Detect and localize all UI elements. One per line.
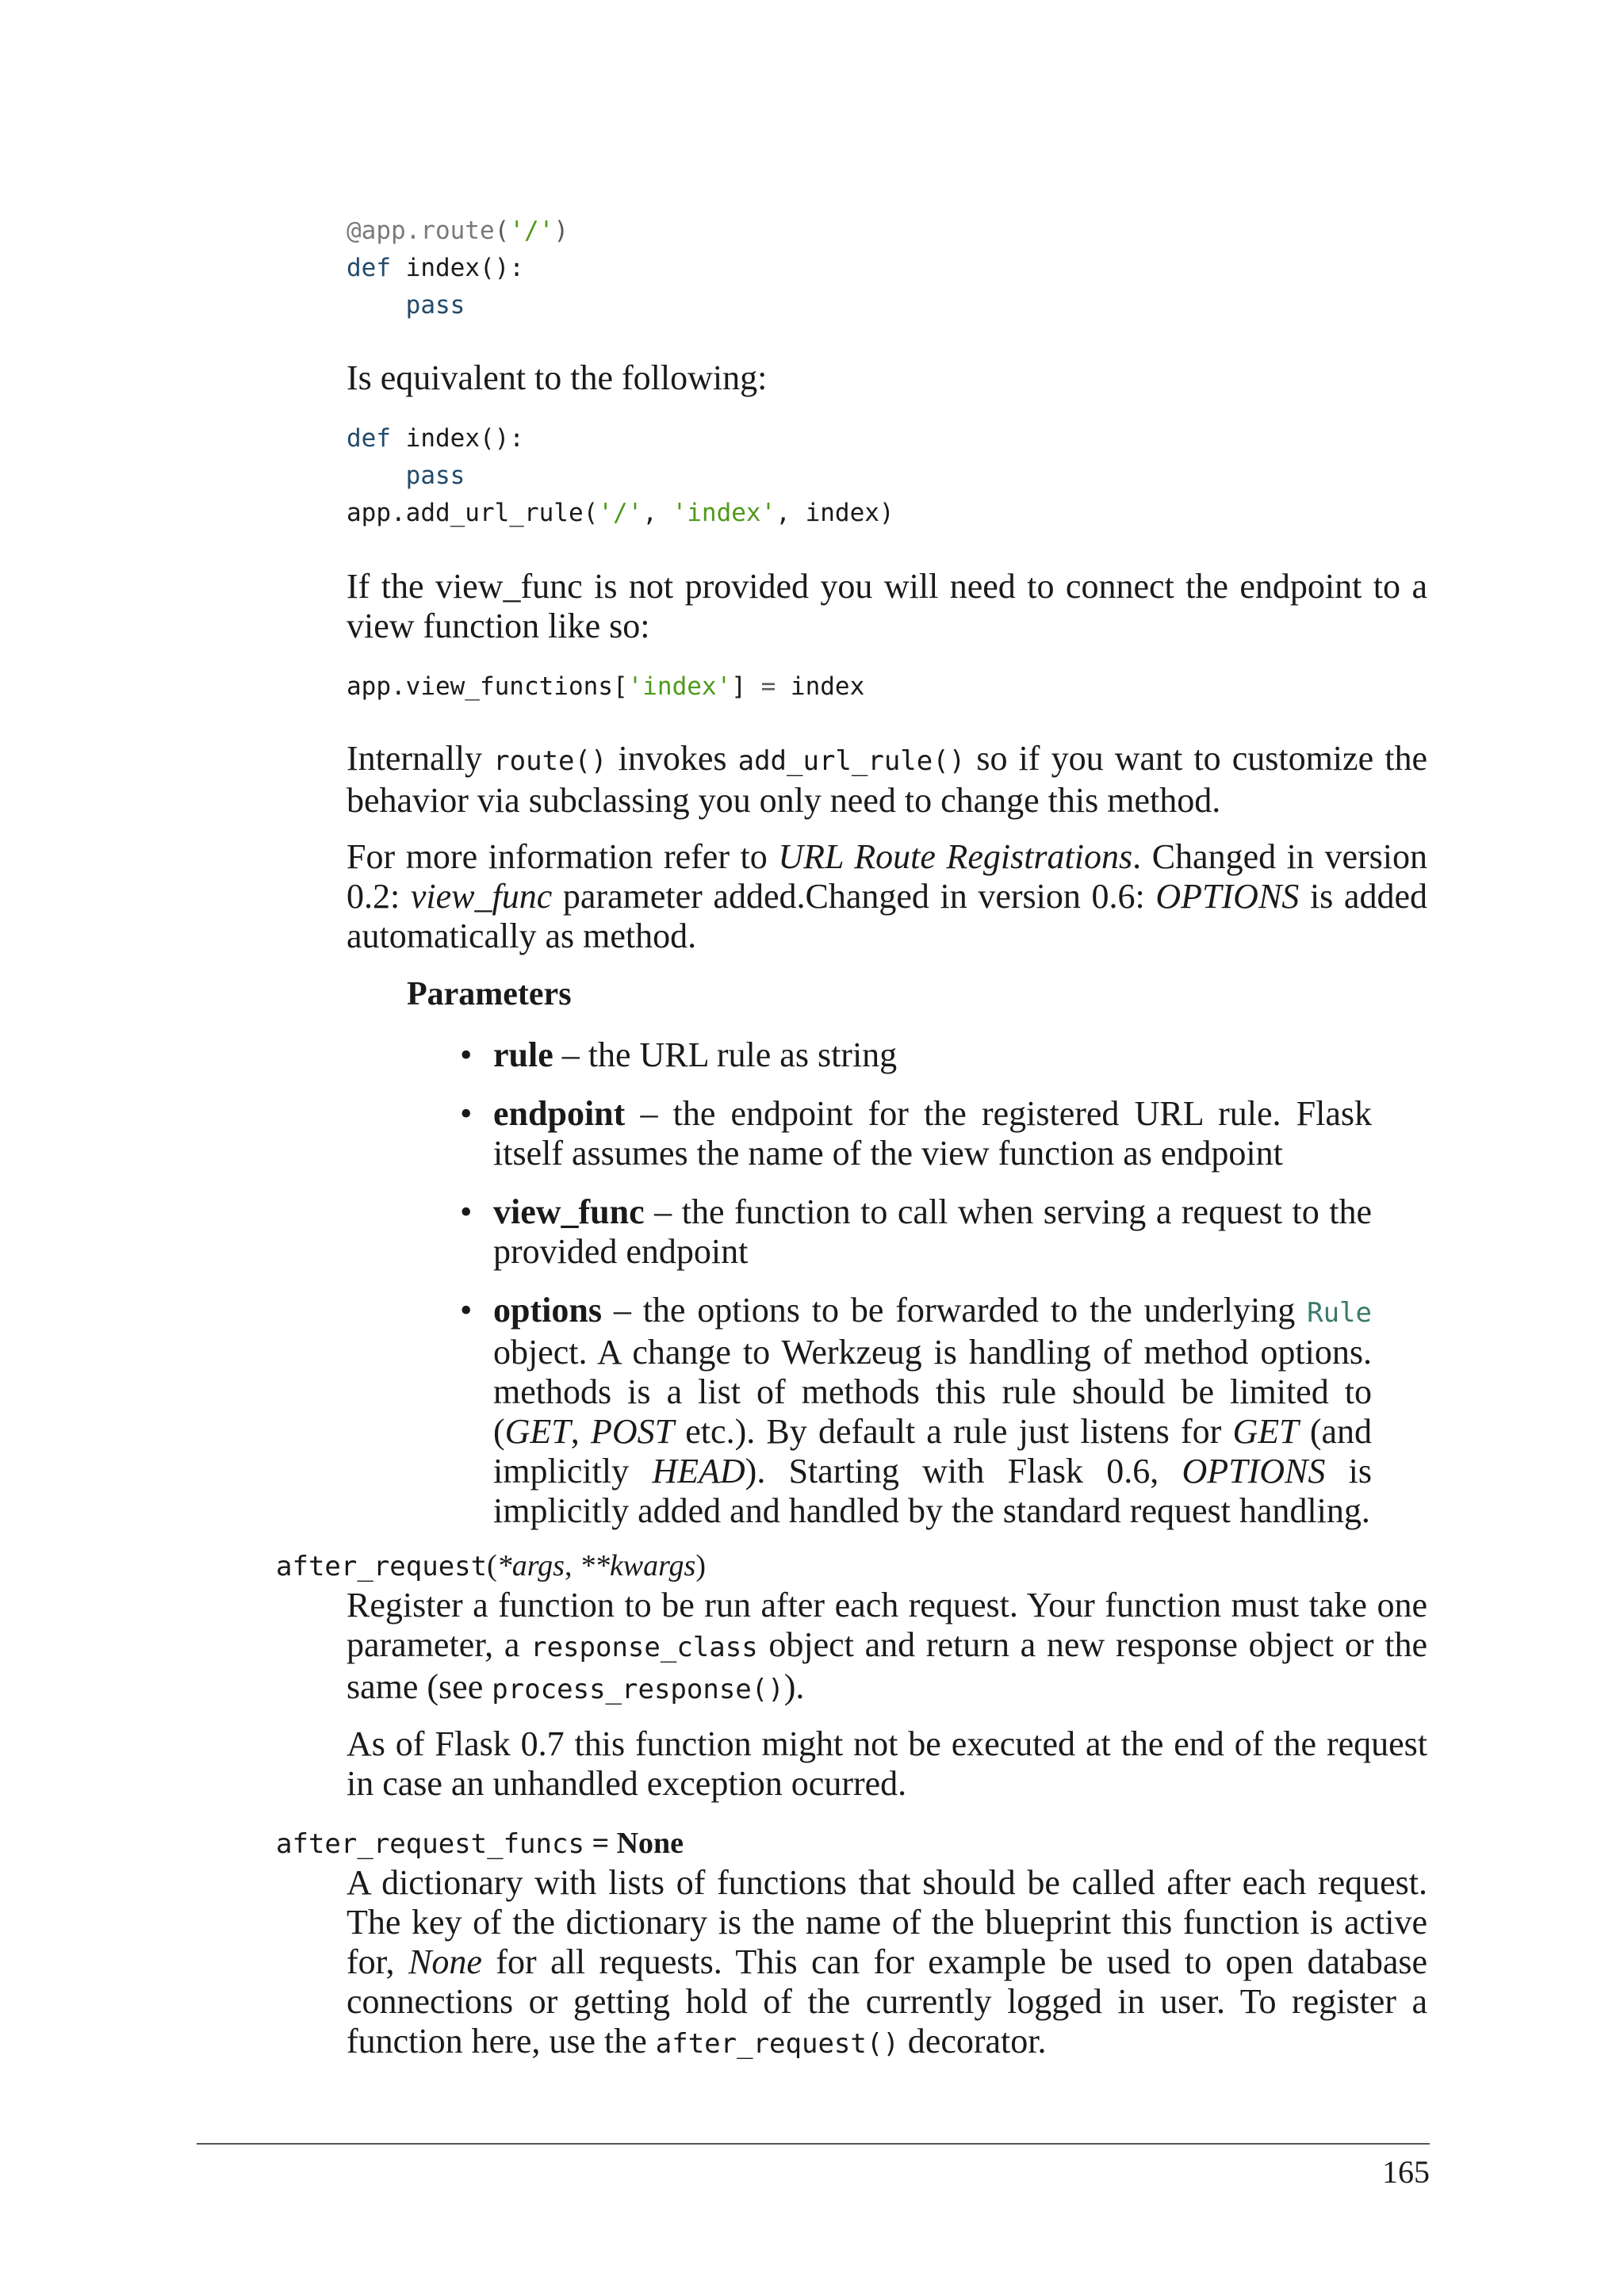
method-name: after_request	[276, 1551, 488, 1582]
param-name: options	[493, 1291, 602, 1330]
link-url-route-registrations[interactable]: URL Route Registrations	[778, 837, 1133, 876]
code-string: 'index'	[672, 499, 776, 527]
signature-after-request: after_request(*args, **kwargs)	[276, 1549, 706, 1582]
paragraph-view-func: If the view_func is not provided you will need to connect the endpoint to a view function like so:	[347, 567, 1427, 645]
bullet-icon: •	[460, 1094, 473, 1133]
param-item-options: • options – the options to be forwarded to the underlying Rule object. A change to Werkzeug is handling of method options. methods is a list of methods this rule should be limited to (GET, POST etc.). By default a rule just listens for GET (and implicitly HEAD). Starting with Flask 0.6, OPTIONS is implicitly added and handled by the standard request handling.	[460, 1291, 1372, 1530]
inline-code-after-request: after_request()	[655, 2028, 899, 2060]
param-name: rule	[493, 1035, 553, 1074]
param-item-endpoint: • endpoint – the endpoint for the registered URL rule. Flask itself assumes the name of the view function as endpoint	[460, 1094, 1372, 1173]
paragraph-more-info: For more information refer to URL Route Registrations. Changed in version 0.2: view_func parameter added.Changed in version 0.6: OPTIONS is added automatically as method.	[347, 837, 1427, 955]
after-request-note: As of Flask 0.7 this function might not be executed at the end of the request in case an unhandled exception ocurred.	[347, 1724, 1427, 1803]
code-block-view-functions: app.view_functions['index'] = index	[347, 672, 865, 701]
paragraph-equivalent: Is equivalent to the following:	[347, 358, 768, 397]
code-block-route: @app.route('/') def index(): pass	[347, 216, 569, 320]
code-keyword-def: def	[347, 424, 391, 453]
inline-code-response-class: response_class	[530, 1632, 758, 1663]
code-decorator: @app.route	[347, 216, 495, 245]
code-string: 'index'	[627, 672, 732, 701]
parameters-heading: Parameters	[407, 976, 572, 1012]
signature-after-request-funcs: after_request_funcs = None	[276, 1827, 684, 1860]
bullet-icon: •	[460, 1035, 473, 1074]
code-func-sig: index():	[391, 424, 524, 453]
code-keyword-pass: pass	[405, 461, 465, 490]
inline-code-process-response: process_response()	[492, 1674, 784, 1705]
inline-code-add-url-rule: add_url_rule()	[737, 745, 966, 777]
inline-code-route: route()	[493, 745, 607, 777]
bullet-icon: •	[460, 1192, 473, 1231]
attribute-name: after_request_funcs	[276, 1828, 584, 1860]
paragraph-internally: Internally route() invokes add_url_rule() so if you want to customize the behavior via subclassing you only need to change this method.	[347, 739, 1427, 820]
code-call-prefix: app.add_url_rule(	[347, 499, 599, 527]
code-keyword-pass: pass	[405, 291, 465, 320]
after-request-description: Register a function to be run after each request. Your function must take one parameter, a response_class object and return a new response object or the same (see process_response()).	[347, 1586, 1427, 1706]
code-call-suffix: , index)	[776, 499, 894, 527]
link-rule-class[interactable]: Rule	[1307, 1297, 1372, 1329]
bullet-icon: •	[460, 1291, 473, 1330]
page-number: 165	[1382, 2154, 1430, 2190]
code-keyword-def: def	[347, 254, 391, 282]
param-item-rule: • rule – the URL rule as string	[460, 1035, 898, 1074]
code-string: '/'	[509, 216, 554, 245]
code-string: '/'	[598, 499, 643, 527]
code-func-sig: index():	[391, 254, 524, 282]
param-name: endpoint	[493, 1094, 626, 1133]
param-name: view_func	[493, 1192, 645, 1231]
footer-rule	[197, 2143, 1430, 2145]
code-block-add-url-rule: def index(): pass app.add_url_rule('/', 'index', index)	[347, 424, 894, 527]
param-item-view-func: • view_func – the function to call when serving a request to the provided endpoint	[460, 1192, 1372, 1271]
after-request-funcs-description: A dictionary with lists of functions that should be called after each request. The key of the dictionary is the name of the blueprint this function is active for, None for all requests. This can for example be used to open database connections or getting hold of the currently logged in user. To register a function here, use the after_request() decorator.	[347, 1863, 1427, 2061]
